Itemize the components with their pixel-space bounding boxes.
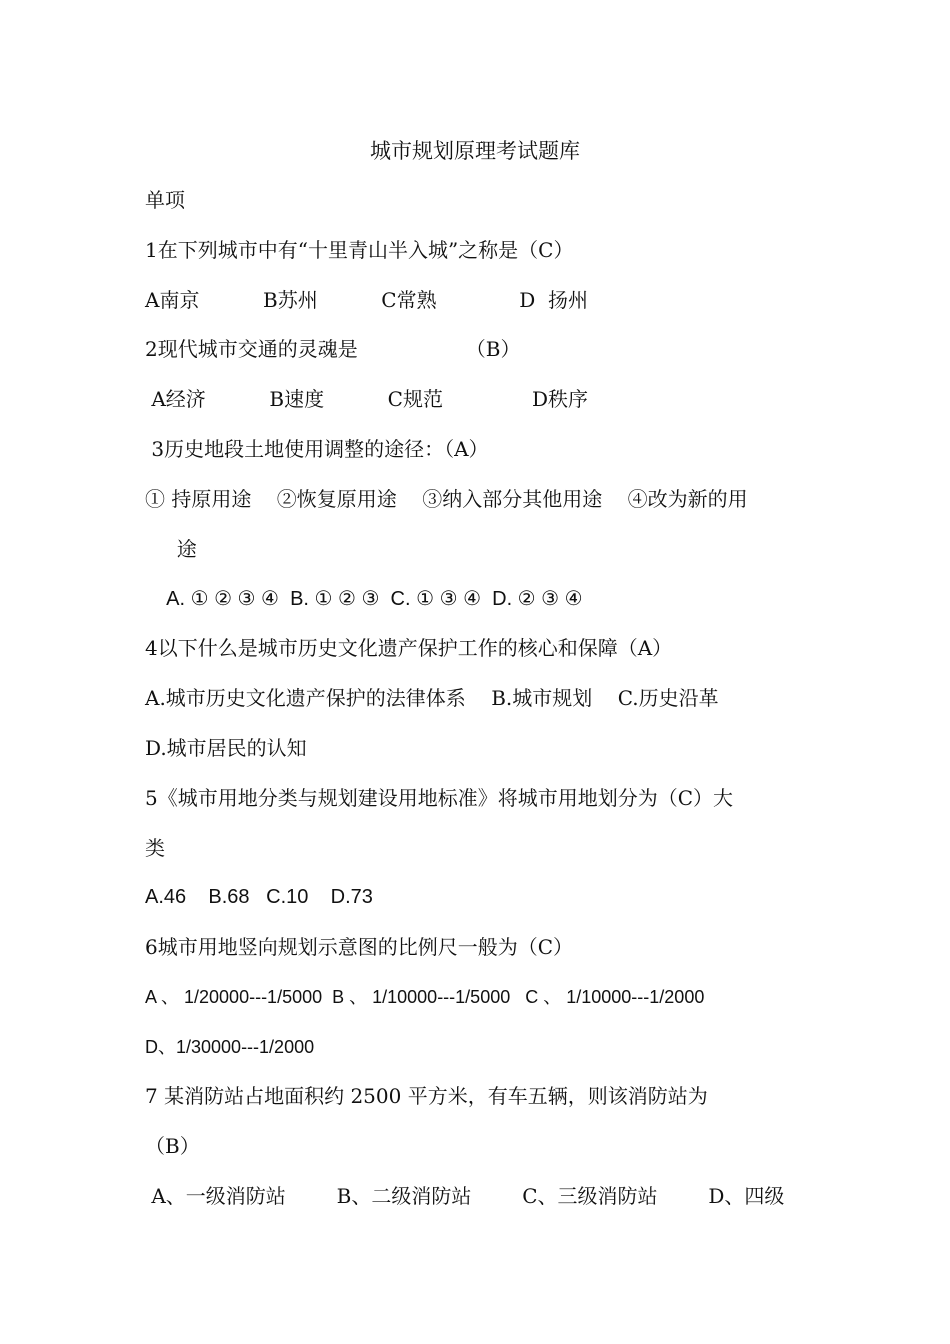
question-7: 7 某消防站占地面积约 2500 平方米，有车五辆，则该消防站为 <box>145 1084 708 1108</box>
question-1-options: A南京 B苏州 C常熟 D 扬州 <box>145 288 588 312</box>
question-6-options-continued: D、1/30000---1/2000 <box>145 1037 315 1057</box>
question-3-items: ① 持原用途 ②恢复原用途 ③纳入部分其他用途 ④改为新的用 <box>145 487 748 511</box>
question-6-options: A 、 1/20000---1/5000 B 、 1/10000---1/5000 C 、 1/10000---1/2000 <box>145 987 705 1007</box>
question-4: 4以下什么是城市历史文化遗产保护工作的核心和保障（A） <box>145 636 673 660</box>
question-6: 6城市用地竖向规划示意图的比例尺一般为（C） <box>145 935 574 959</box>
question-5: 5《城市用地分类与规划建设用地标准》将城市用地划分为（C）大 <box>145 786 734 810</box>
question-4-options: A.城市历史文化遗产保护的法律体系 B.城市规划 C.历史沿革 <box>145 686 719 710</box>
question-1: 1在下列城市中有“十里青山半入城”之称是（C） <box>145 238 574 262</box>
question-3-items-continued: 途 <box>145 537 197 561</box>
question-5-options: A.46 B.68 C.10 D.73 <box>145 886 373 908</box>
question-3-options: A. ① ② ③ ④ B. ① ② ③ C. ① ③ ④ D. ② ③ ④ <box>145 588 583 610</box>
question-3: 3历史地段土地使用调整的途径：（A） <box>145 437 489 461</box>
question-4-options-continued: D.城市居民的认知 <box>145 736 307 760</box>
question-7-continued: （B） <box>145 1134 200 1158</box>
question-5-continued: 类 <box>145 836 165 860</box>
question-2-options: A经济 B速度 C规范 D秩序 <box>145 387 588 411</box>
section-heading: 单项 <box>145 188 185 212</box>
question-2: 2现代城市交通的灵魂是 （B） <box>145 337 521 361</box>
document-title: 城市规划原理考试题库 <box>370 139 580 163</box>
question-7-options: A、一级消防站 B、二级消防站 C、三级消防站 D、四级 <box>145 1184 785 1208</box>
